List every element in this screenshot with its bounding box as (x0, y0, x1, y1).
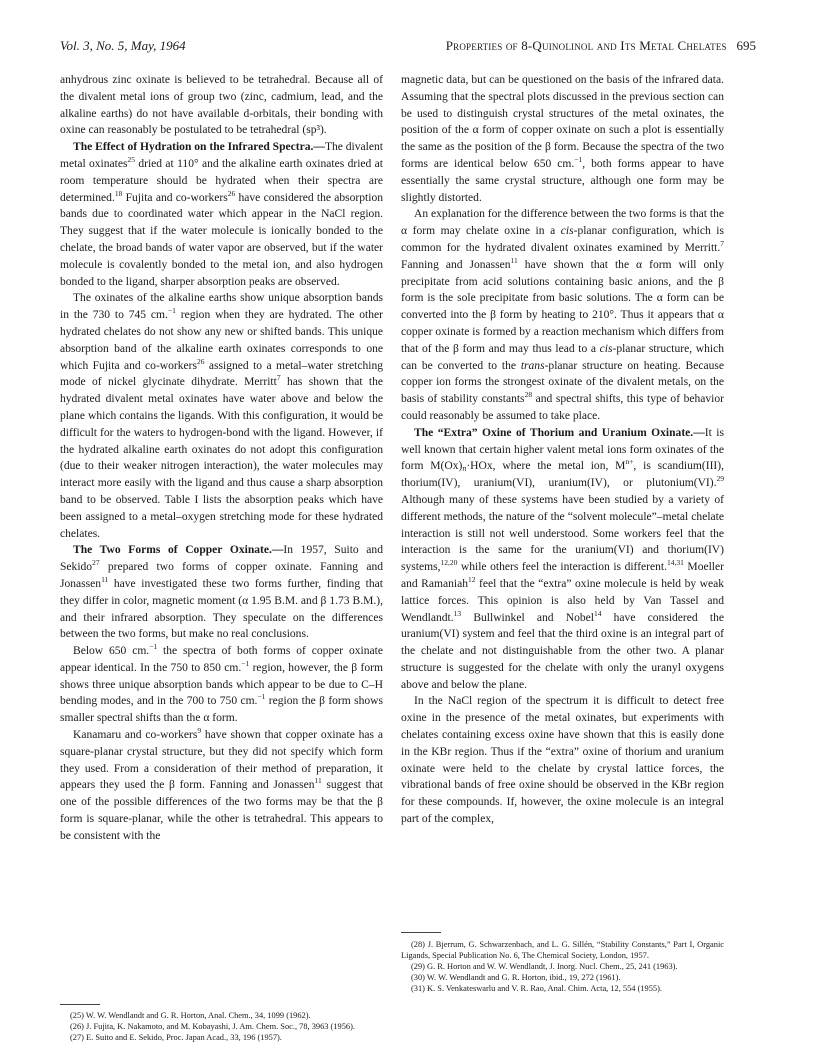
paragraph (60, 290, 383, 542)
text-run: n (462, 464, 467, 474)
footnote: (29) G. R. Horton and W. W. Wendlandt, J. Inorg. Nucl. Chem., 25, 241 (1963). (411, 962, 678, 971)
text-run: dried at 110° and the alkaline earth oxinates dried at room temperature should be hydrated when their spectra are determined. (60, 157, 383, 204)
section-heading: The Effect of Hydration on the Infrared Spectra.— (73, 141, 325, 154)
text-run: have considered the absorption bands due to coordinated water which appear in the NaCl region. They suggest that if the water molecule is ionically bonded to the chelate, the broad bands of water vapor are observed, but if the water molecule is covalently bonded to the metal ion, and also hydrogen bonded to the ligand, sharper absorption peaks are observed. (60, 191, 383, 288)
text-run: Although many of these systems have been studied by a variety of different methods, the nature of the “solvent molecule”–metal chelate interaction is still not well understood. Some workers feel that the interaction is the same for the uranium(VI) and thorium(IV) systems, (401, 493, 724, 574)
superscript: 28 (524, 390, 533, 400)
paragraph (60, 72, 383, 139)
superscript: 9 (197, 726, 202, 736)
superscript: 26 (197, 356, 205, 366)
section-heading: The “Extra” Oxine of Thorium and Uranium Oxinate.— (414, 426, 705, 439)
left-column (60, 72, 383, 845)
superscript: −1 (257, 692, 266, 702)
footnote: (26) J. Fujita, K. Nakamoto, and M. Kobayashi, J. Am. Chem. Soc., 78, 3963 (1956). (70, 1022, 355, 1031)
superscript: −1 (574, 154, 583, 164)
text-run: The divalent metal oxinates (60, 141, 383, 170)
running-title-and-page (446, 38, 756, 54)
footnote-divider (60, 1004, 100, 1005)
text-run: , both forms appear to have essentially the same crystal structure, although one form may be slightly distorted. (401, 157, 724, 204)
superscript: 7 (720, 238, 724, 248)
paragraph (401, 72, 724, 206)
text-run: have shown that the α form will only precipitate from acid solutions containing basic anions, and the β form is the sole precipitate from basic solutions. The α form can be converted into the β form by heating to 210°. Thus it appears that α copper oxinate is formed by a reaction mechanism which differs from that of the β form and may thus lead to a (401, 258, 724, 355)
footnotes-right (401, 939, 724, 994)
text-run: and spectral shifts, this type of behavior could reasonably be assumed to take place. (401, 393, 724, 422)
right-column (401, 72, 724, 828)
superscript: 11 (510, 255, 518, 265)
text-run: region the β form shows smaller spectral shifts than the α form. (60, 695, 383, 725)
superscript: 29 (716, 474, 724, 484)
text-run: cis (599, 342, 613, 355)
text-run: has shown that the hydrated divalent metal oxinates have water above and below the plane which contains the ligands. With this configuration, it would be difficult for the waters to hydrogen-bond with the ligand. However, if the hydrated alkaline earth oxinates do not adopt this configuration (due to their weaker nitrogen interaction), the water molecules may interact more easily with the ligand and thus cause a sharp absorption band to be observed. Table I lists the absorption peaks which have been assigned to a metal–oxygen stretching mode for these hydrated chelates. (60, 376, 384, 540)
text-run: anhydrous zinc oxinate is believed to be tetrahedral. Because all of the divalent metal ions of group two (zinc, cadmium, lead, and the alkaline earths) do not have available d-orbitals, their bonding with oxine can reasonably be postulated to be tetrahedral (sp³). (60, 74, 383, 137)
text-run: Below 650 cm. (73, 645, 150, 658)
text-run: prepared two forms of copper oxinate. Fanning and Jonassen (60, 561, 383, 590)
text-run: Moeller and Ramaniah (401, 561, 724, 590)
superscript: 12 (467, 574, 476, 584)
paragraph (401, 206, 724, 424)
superscript: 12,20 (440, 558, 458, 568)
superscript: 11 (314, 776, 322, 786)
text-run: -planar structure on heating. Because copper ion forms the strongest oxinate of the divalent metals, on the basis of stability constants (401, 359, 724, 406)
text-run: -planar configuration, which is common for the hydrated divalent oxinates examined by Merritt. (401, 225, 724, 254)
superscript: 11 (101, 574, 109, 584)
paragraph (60, 643, 383, 727)
text-run: the spectra of both forms of copper oxinate appear identical. In the 750 to 850 cm. (60, 645, 383, 674)
text-run: ·HOx, where the metal ion, M (466, 460, 626, 473)
text-run: magnetic data, but can be questioned on the basis of the infrared data. Assuming that the spectral plots discussed in the previous section can be used to distinguish crystal structures of the metal oxinates, the position of the α form of copper oxinate on such a plot is essentially the same as the position of the β form. Because the spectra of the two forms are identical below 650 cm. (401, 74, 724, 170)
text-run: have considered the uranium(VI) system and feel that the third oxine is an integral part of the chelate and not distinguishable from the other two. A planar structure is suggested for the chelate with only the uranyl oxygens above and below the plane. (401, 611, 724, 691)
footnote: (30) W. W. Wendlandt and G. R. Horton, ibid., 19, 272 (1961). (411, 973, 621, 982)
text-run: An explanation for the difference between the two forms is that the α form may chelate oxine in a (401, 208, 724, 238)
superscript: 18 (114, 188, 123, 198)
text-run: Kanamaru and co-workers (73, 729, 198, 742)
superscript: 7 (276, 373, 281, 383)
page-number: 695 (736, 38, 756, 53)
text-run: In 1957, Suito and Sekido (60, 544, 383, 574)
text-run: -planar structure, which can be converted to the (401, 342, 724, 372)
text-run: Fanning and Jonassen (401, 258, 511, 271)
paragraph-extra-oxine (401, 425, 724, 694)
running-title: Properties of 8-Quinolinol and Its Metal Chelates (445, 38, 727, 53)
superscript: 14 (593, 608, 602, 618)
text-run: , is scandium(III), thorium(IV), uranium(VI), uranium(IV), or plutonium(VI). (401, 460, 724, 490)
running-header (60, 38, 756, 58)
text-run: The oxinates of the alkaline earths show unique absorption bands in the 730 to 745 cm. (60, 292, 383, 322)
footnotes-left (60, 1010, 383, 1043)
text-run: region, however, the β form shows three unique absorption bands which appear to be due to C–H bending modes, and in the 700 to 750 cm. (60, 661, 383, 708)
superscript: −1 (241, 658, 250, 668)
paragraph-copper-forms (60, 542, 383, 643)
footnote: (27) E. Suito and E. Sekido, Proc. Japan Acad., 33, 196 (1957). (70, 1033, 282, 1042)
superscript: 26 (227, 188, 236, 198)
superscript: n+ (625, 457, 634, 467)
section-heading: The Two Forms of Copper Oxinate.— (73, 544, 284, 557)
text-run: trans (520, 359, 545, 372)
text-run: assigned to a metal–water stretching mode of nickel glycinate dihydrate. Merritt (60, 359, 384, 389)
paragraph (401, 693, 724, 827)
text-run: have shown that copper oxinate has a square-planar crystal structure, but they did not specify which form they used. From a consideration of their method of preparation, it appears they used the β form. Fanning and Jonassen (60, 729, 383, 792)
superscript: 14,31 (667, 558, 684, 568)
superscript: −1 (167, 306, 176, 316)
superscript: 25 (127, 154, 135, 164)
text-run: cis (560, 225, 574, 238)
footnote: (28) J. Bjerrum, G. Schwarzenbach, and L. G. Sillén, “Stability Constants,” Part I, Organic Ligands, Special Publication No. 6, The Chemical Society, London, 1957. (401, 940, 724, 960)
footnote: (31) K. S. Venkateswarlu and V. R. Rao, Anal. Chim. Acta, 12, 554 (1955). (411, 984, 662, 993)
text-run: Bullwinkel and Nobel (461, 611, 594, 624)
paragraph-hydration (60, 139, 383, 290)
text-run: Fujita and co-workers (122, 191, 228, 204)
journal-volume-info: Vol. 3, No. 5, May, 1964 (60, 38, 186, 53)
superscript: −1 (149, 642, 158, 652)
text-run: It is well known that certain higher valent metal ions form oxinates of the form M(Ox) (401, 426, 724, 473)
text-run: suggest that one of the possible differences of the two forms may be that the β form is square-planar, while the other is tetrahedral. This appears to be consistent with the (60, 779, 383, 842)
paragraph (60, 727, 383, 845)
text-run: region when they are hydrated. The other hydrated chelates do not show any new or shifted bands. This unique absorption band of the alkaline earth oxinates corresponds to one which Fujita and co-workers (60, 309, 383, 372)
superscript: 27 (92, 558, 100, 568)
footnote: (25) W. W. Wendlandt and G. R. Horton, Anal. Chem., 34, 1099 (1962). (70, 1011, 311, 1020)
text-run: feel that the “extra” oxine molecule is held by weak lattice forces. This opinion is also held by Van Tassel and Wendlandt. (401, 577, 724, 624)
text-run: have investigated these two forms further, finding that they differ in color, magnetic moment (α 1.95 B.M. and β 1.73 B.M.), and their infrared absorption. They speculate on the differences between the two forms, but make no real conclusions. (60, 577, 383, 641)
text-run: while others feel the interaction is different. (457, 561, 667, 574)
superscript: 13 (453, 608, 462, 618)
footnote-divider (401, 932, 441, 933)
text-run: In the NaCl region of the spectrum it is difficult to detect free oxine in the presence of the metal oxinates, but experiments with chelates containing excess oxine have shown that this is easily done in the KBr region. Thus if the “extra” oxine of thorium and uranium oxinate were held to the chelate by crystal lattice forces, the vibrational bands of free oxine should be observed in the KBr region for these compounds. If, however, the oxine molecule is an integral part of the complex, (401, 695, 724, 826)
